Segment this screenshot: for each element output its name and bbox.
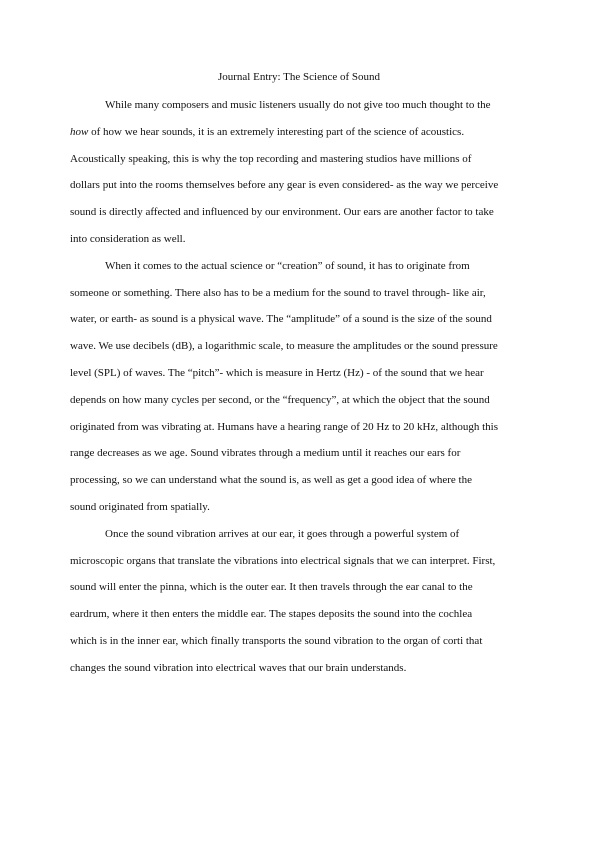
paragraph-line: dollars put into the rooms themselves before any gear is even considered- as the way we perceive [70, 179, 499, 192]
paragraph-line: level (SPL) of waves. The “pitch”- which is measure in Hertz (Hz) - of the sound that we hear [70, 366, 484, 379]
paragraph-line: water, or earth- as sound is a physical wave. The “amplitude” of a sound is the size of the sound [70, 313, 492, 326]
paragraph-line: Once the sound vibration arrives at our ear, it goes through a powerful system of [105, 527, 460, 540]
paragraph-line: When it comes to the actual science or “creation” of sound, it has to originate from [105, 259, 470, 272]
paragraph-line: sound originated from spatially. [70, 500, 210, 513]
italic-word: how [70, 125, 89, 138]
paragraph-1 [70, 92, 526, 253]
paragraph-line: which is in the inner ear, which finally transports the sound vibration to the organ of corti that [70, 634, 483, 647]
paragraph-line: eardrum, where it then enters the middle ear. The stapes deposits the sound into the cochlea [70, 608, 473, 621]
paragraph-line: sound is directly affected and influenced by our environment. Our ears are another factor to take [70, 206, 494, 219]
paragraph-line: depends on how many cycles per second, or the “frequency”, at which the object that the sound [70, 393, 490, 406]
paragraph-line: into consideration as well. [70, 232, 186, 245]
paragraph-line-text: of how we hear sounds, it is an extremely interesting part of the science of acoustics. [91, 125, 465, 138]
paragraph-line: sound will enter the pinna, which is the outer ear. It then travels through the ear canal to the [70, 581, 473, 594]
paragraph-line: While many composers and music listeners usually do not give too much thought to the [105, 99, 491, 111]
paragraph-line: range decreases as we age. Sound vibrates through a medium until it reaches our ears for [70, 447, 461, 460]
paragraph-2 [70, 253, 526, 521]
paragraph-line [70, 119, 526, 146]
paragraph-line: Acoustically speaking, this is why the top recording and mastering studios have millions of [70, 152, 472, 165]
paragraph-line: someone or something. There also has to be a medium for the sound to travel through- like air, [70, 286, 486, 299]
paragraph-line: wave. We use decibels (dB), a logarithmic scale, to measure the amplitudes or the sound pressure [70, 340, 498, 353]
document-body [70, 67, 526, 682]
paragraph-3 [70, 521, 526, 682]
paragraph-line: microscopic organs that translate the vibrations into electrical signals that we can interpret. First, [70, 554, 496, 567]
paragraph-line: processing, so we can understand what the sound is, as well as get a good idea of where the [70, 474, 472, 487]
paragraph-line: changes the sound vibration into electrical waves that our brain understands. [70, 661, 407, 674]
document-title: Journal Entry: The Science of Sound [217, 71, 380, 83]
paragraph-line: originated from was vibrating at. Humans have a hearing range of 20 Hz to 20 kHz, although this [70, 420, 498, 433]
